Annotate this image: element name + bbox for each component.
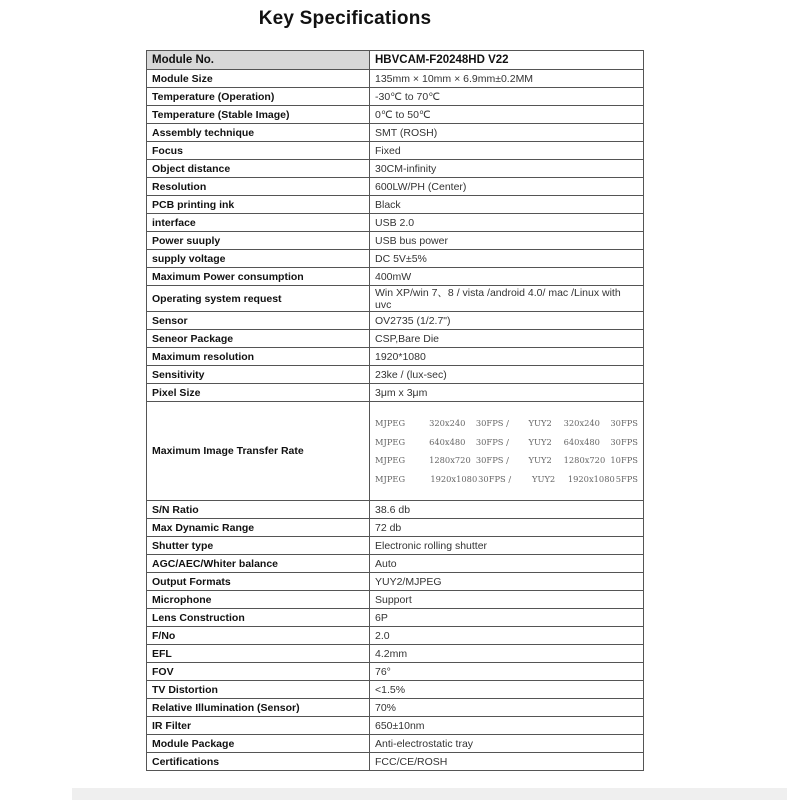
spec-value: CSP,Bare Die	[370, 330, 644, 348]
spec-key: TV Distortion	[147, 681, 370, 699]
table-row	[147, 645, 644, 663]
table-row	[147, 124, 644, 142]
spec-value: 2.0	[370, 627, 644, 645]
table-row	[147, 735, 644, 753]
scroll-edge	[72, 788, 787, 800]
spec-key: Resolution	[147, 178, 370, 196]
spec-key: interface	[147, 214, 370, 232]
table-row	[147, 330, 644, 348]
spec-value: USB bus power	[370, 232, 644, 250]
spec-key: IR Filter	[147, 717, 370, 735]
specifications-table	[146, 50, 644, 771]
spec-value: 0℃ to 50℃	[370, 106, 644, 124]
spec-value: 4.2mm	[370, 645, 644, 663]
table-row	[147, 627, 644, 645]
spec-value: DC 5V±5%	[370, 250, 644, 268]
spec-value: 1920*1080	[370, 348, 644, 366]
table-row	[147, 681, 644, 699]
table-row	[147, 591, 644, 609]
spec-value: 72 db	[370, 519, 644, 537]
spec-value: Anti-electrostatic tray	[370, 735, 644, 753]
spec-key: Output Formats	[147, 573, 370, 591]
spec-value: 6P	[370, 609, 644, 627]
spec-value: 23ke / (lux-sec)	[370, 366, 644, 384]
spec-value: 38.6 db	[370, 501, 644, 519]
transfer-rate-fps1: 30FPS /	[475, 418, 509, 428]
spec-key: Max Dynamic Range	[147, 519, 370, 537]
table-row	[147, 384, 644, 402]
spec-value: Black	[370, 196, 644, 214]
transfer-rate-f1: MJPEG	[375, 436, 406, 447]
spec-value: 3μm x 3μm	[370, 384, 644, 402]
table-row	[147, 88, 644, 106]
table-row	[147, 106, 644, 124]
transfer-rate-fps2: 30FPS	[610, 436, 638, 447]
table-row	[147, 250, 644, 268]
spec-key: FOV	[147, 663, 370, 681]
table-row	[147, 178, 644, 196]
table-row	[147, 519, 644, 537]
table-row	[147, 663, 644, 681]
table-row	[147, 366, 644, 384]
transfer-rate-fps1: 30FPS /	[478, 473, 512, 484]
transfer-rate-line	[375, 433, 638, 452]
spec-key: Sensor	[147, 312, 370, 330]
table-row	[147, 268, 644, 286]
spec-value: Win XP/win 7、8 / vista /android 4.0/ mac /Linux with uvc	[370, 286, 644, 312]
spec-value: 30CM-infinity	[370, 160, 644, 178]
table-row	[147, 555, 644, 573]
spec-value: Auto	[370, 555, 644, 573]
spec-value: HBVCAM-F20248HD V22	[370, 51, 644, 70]
spec-key: Object distance	[147, 160, 370, 178]
spec-key: PCB printing ink	[147, 196, 370, 214]
transfer-rate-line	[375, 451, 638, 470]
spec-key: Focus	[147, 142, 370, 160]
spec-value: Support	[370, 591, 644, 609]
transfer-rate-r2: 1280x720	[563, 455, 606, 465]
table-row	[147, 196, 644, 214]
transfer-rate-line	[375, 414, 638, 433]
spec-key: Seneor Package	[147, 330, 370, 348]
transfer-rate-f2: YUY2	[528, 455, 552, 465]
spec-value: 135mm × 10mm × 6.9mm±0.2MM	[370, 70, 644, 88]
table-row	[147, 312, 644, 330]
table-row	[147, 501, 644, 519]
table-row	[147, 348, 644, 366]
transfer-rate-f1: MJPEG	[375, 418, 406, 428]
spec-value: 600LW/PH (Center)	[370, 178, 644, 196]
table-row	[147, 609, 644, 627]
spec-value: -30℃ to 70℃	[370, 88, 644, 106]
transfer-rate-f1: MJPEG	[375, 473, 406, 484]
transfer-rate-fps2: 5FPS	[615, 473, 638, 484]
spec-value: 400mW	[370, 268, 644, 286]
transfer-rate-list	[370, 402, 644, 501]
table-row	[147, 232, 644, 250]
transfer-rate-grid	[375, 414, 638, 488]
spec-value: 70%	[370, 699, 644, 717]
spec-value: FCC/CE/ROSH	[370, 753, 644, 771]
transfer-rate-fps2: 10FPS	[610, 455, 638, 465]
transfer-rate-r1: 640x480	[429, 436, 466, 447]
table-row	[147, 286, 644, 312]
spec-key: S/N Ratio	[147, 501, 370, 519]
table-row	[147, 142, 644, 160]
spec-value: Electronic rolling shutter	[370, 537, 644, 555]
spec-key: AGC/AEC/Whiter balance	[147, 555, 370, 573]
transfer-rate-r2: 640x480	[563, 436, 600, 447]
transfer-rate-fps1: 30FPS /	[475, 436, 509, 447]
transfer-rate-r1: 1280x720	[429, 455, 471, 465]
table-row	[147, 537, 644, 555]
table-row	[147, 753, 644, 771]
spec-key: Sensitivity	[147, 366, 370, 384]
spec-key: Module No.	[147, 51, 370, 70]
spec-value: OV2735 (1/2.7")	[370, 312, 644, 330]
table-row	[147, 699, 644, 717]
transfer-rate-f2: YUY2	[531, 473, 556, 484]
table-row	[147, 402, 644, 501]
transfer-rate-fps2: 30FPS	[610, 418, 638, 428]
spec-key: Module Package	[147, 735, 370, 753]
transfer-rate-line	[375, 470, 638, 489]
spec-value: YUY2/MJPEG	[370, 573, 644, 591]
spec-key: Assembly technique	[147, 124, 370, 142]
table-row	[147, 160, 644, 178]
spec-key: Relative Illumination (Sensor)	[147, 699, 370, 717]
spec-key: supply voltage	[147, 250, 370, 268]
transfer-rate-f2: YUY2	[528, 436, 552, 447]
table-header-row	[147, 51, 644, 70]
spec-key: Maximum resolution	[147, 348, 370, 366]
transfer-rate-r1: 1920x1080	[430, 473, 478, 484]
spec-value: SMT (ROSH)	[370, 124, 644, 142]
spec-value: 76°	[370, 663, 644, 681]
spec-key: Maximum Image Transfer Rate	[147, 402, 370, 501]
spec-key: Certifications	[147, 753, 370, 771]
transfer-rate-r2: 320x240	[563, 418, 600, 428]
spec-key: F/No	[147, 627, 370, 645]
spec-key: Microphone	[147, 591, 370, 609]
spec-key: Operating system request	[147, 286, 370, 312]
transfer-rate-fps1: 30FPS /	[475, 455, 509, 465]
spec-key: EFL	[147, 645, 370, 663]
spec-key: Temperature (Stable Image)	[147, 106, 370, 124]
spec-key: Shutter type	[147, 537, 370, 555]
table-row	[147, 717, 644, 735]
spec-value: 650±10nm	[370, 717, 644, 735]
table-row	[147, 214, 644, 232]
spec-key: Pixel Size	[147, 384, 370, 402]
transfer-rate-f1: MJPEG	[375, 455, 406, 465]
spec-value: Fixed	[370, 142, 644, 160]
transfer-rate-f2: YUY2	[528, 418, 552, 428]
spec-key: Maximum Power consumption	[147, 268, 370, 286]
table-row	[147, 573, 644, 591]
transfer-rate-r1: 320x240	[429, 418, 466, 428]
transfer-rate-r2: 1920x1080	[567, 473, 615, 484]
spec-key: Module Size	[147, 70, 370, 88]
page-title: Key Specifications	[258, 8, 432, 29]
spec-value: USB 2.0	[370, 214, 644, 232]
table-row	[147, 70, 644, 88]
spec-value: <1.5%	[370, 681, 644, 699]
spec-key: Power suuply	[147, 232, 370, 250]
spec-key: Temperature (Operation)	[147, 88, 370, 106]
spec-key: Lens Construction	[147, 609, 370, 627]
